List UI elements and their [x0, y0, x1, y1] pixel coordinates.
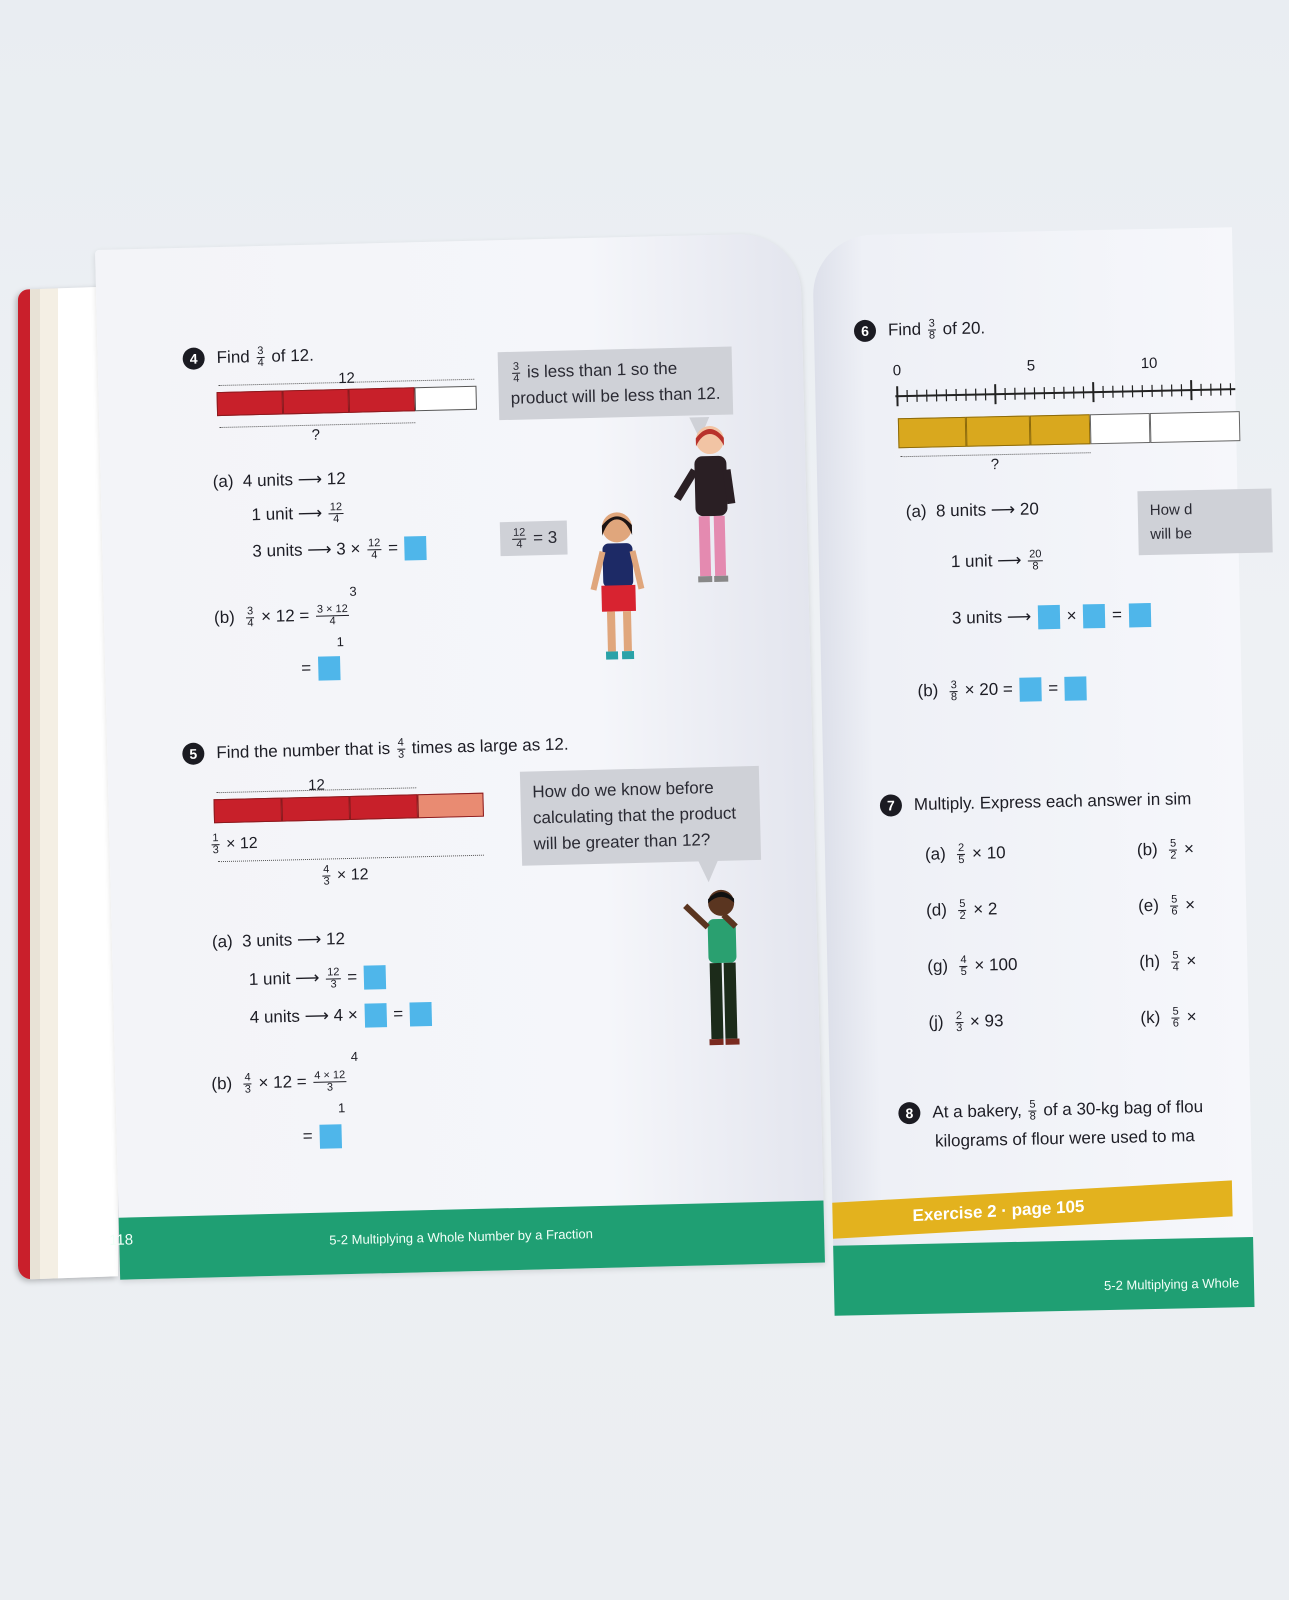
- q4-prompt: 4 Find $\frac{3}{4}$ of 12.: [182, 345, 314, 371]
- q6-partial-bubble: How d will be: [1137, 488, 1272, 555]
- q4-total-label: 12: [338, 369, 356, 388]
- exercise-link[interactable]: Exercise 2 · page 105: [832, 1180, 1232, 1238]
- q6-a-line2: 1 unit ⟶ $\frac{20}{8}$: [950, 548, 1042, 573]
- q7-item-e: (e) $\frac{5}{6}$ ×: [1137, 893, 1196, 918]
- q5-boy-bubble: How do we know before calculating that the product will be greater than 12?: [520, 766, 761, 866]
- q5-whole-label: $\frac{4}{3}$ × 12: [323, 863, 369, 888]
- q5-whole-brace: [218, 855, 484, 862]
- q6-b-numerator-box[interactable]: [1019, 677, 1041, 701]
- right-page: [812, 227, 1255, 1316]
- q4-a-line1: (a) 4 units ⟶ 12: [212, 468, 346, 492]
- q5-a-line3: 4 units ⟶ 4 × =: [250, 1002, 435, 1030]
- q6-a-line1: (a) 8 units ⟶ 20: [905, 499, 1040, 522]
- q6-a-factor-box[interactable]: [1038, 605, 1060, 629]
- q4-bar-unit-2: [282, 389, 349, 415]
- boy-illustration: [681, 884, 765, 1056]
- q6-prompt: 6 Find $\frac{3}{8}$ of 20.: [854, 317, 986, 343]
- q4-bar-unit-4: [414, 386, 477, 412]
- left-footer-title: 5-2 Multiplying a Whole Number by a Fraction: [329, 1226, 594, 1248]
- q6-bar-unit-3: [1030, 414, 1091, 445]
- q5-total-label: 12: [307, 776, 326, 794]
- q6-a-answer-box[interactable]: [1128, 603, 1150, 627]
- q5-b-line2: =: [302, 1124, 343, 1149]
- right-footer-title: 5-2 Multiplying a Whole: [1103, 1275, 1240, 1294]
- q7-item-j: (j) $\frac{2}{3}$ × 93: [928, 1010, 1004, 1035]
- page-number: 118: [108, 1231, 134, 1249]
- q6-number: 6: [854, 320, 876, 342]
- q4-a-line3: 3 units ⟶ 3 × $\frac{12}{4}$ =: [252, 536, 429, 564]
- q7-prompt: 7 Multiply. Express each answer in sim: [880, 788, 1192, 817]
- q5-number: 5: [182, 742, 205, 765]
- q4-girl-bubble-fraction: $\frac{12}{4}$: [512, 526, 526, 551]
- q4-bar-unit-1: [217, 390, 284, 416]
- q4-b-cancel-bottom: 1: [336, 634, 345, 650]
- q5-bar-unit-2: [281, 796, 350, 822]
- q5-bar-unit-3: [349, 794, 418, 820]
- q4-bar-unit-3: [348, 387, 415, 413]
- q7-item-h: (h) $\frac{5}{4}$ ×: [1139, 949, 1197, 974]
- q4-b-line2: =: [301, 656, 342, 681]
- q7-item-a: (a) $\frac{2}{5}$ × 10: [924, 841, 1006, 867]
- axis-label-5: 5: [1026, 357, 1036, 375]
- q5-bar-unit-4: [417, 793, 484, 819]
- q5-a-line1: (a) 3 units ⟶ 12: [211, 929, 346, 952]
- q4-teacher-bubble: $\frac{3}{4}$ is less than 1 so the product will be less than 12.: [498, 346, 734, 420]
- q4-girl-bubble: $\frac{12}{4}$ = 3: [500, 521, 568, 557]
- q8-line2: kilograms of flour were used to ma: [934, 1126, 1195, 1151]
- left-page: [95, 233, 825, 1280]
- q6-bar-unit-4: [1090, 413, 1151, 444]
- q5-bubble-tail: [698, 860, 719, 882]
- q4-b-cancel-top: 3: [349, 583, 357, 599]
- q5-bar-unit-1: [213, 798, 282, 824]
- q5-a-line2: 1 unit ⟶ $\frac{12}{3}$ =: [249, 965, 389, 992]
- q6-unknown-label: ?: [990, 456, 1000, 474]
- q5-b-answer-box[interactable]: [319, 1124, 342, 1149]
- q7-item-g: (g) $\frac{4}{5}$ × 100: [927, 953, 1018, 979]
- q5-a-unit-answer-box[interactable]: [364, 965, 387, 990]
- right-footer-band: [833, 1237, 1254, 1316]
- q5-third-label: $\frac{1}{3}$ × 12: [212, 832, 258, 857]
- q5-prompt: 5 Find the number that is $\frac{4}{3}$ times as large as 12.: [182, 734, 569, 766]
- q5-a-factor-box[interactable]: [364, 1003, 387, 1028]
- q7-item-b: (b) $\frac{5}{2}$ ×: [1136, 837, 1195, 862]
- q7-number: 7: [880, 794, 902, 816]
- girl-illustration: [581, 504, 655, 666]
- q6-bar-unit-1: [898, 417, 967, 448]
- axis-label-0: 0: [892, 362, 902, 380]
- q4-a-answer-box[interactable]: [404, 536, 427, 561]
- q6-bar-unit-2: [966, 415, 1031, 446]
- q7-item-k: (k) $\frac{5}{6}$ ×: [1140, 1005, 1197, 1030]
- q7-item-d: (d) $\frac{5}{2}$ × 2: [925, 897, 998, 923]
- q4-unknown-label: ?: [311, 426, 321, 444]
- q4-prompt-fraction: $\frac{3}{4}$: [257, 344, 264, 370]
- q5-a-answer-box[interactable]: [410, 1002, 433, 1027]
- q4-number: 4: [182, 347, 205, 370]
- q6-b-answer-box[interactable]: [1065, 676, 1087, 700]
- q4-b-answer-box[interactable]: [318, 656, 341, 681]
- axis-label-10: 10: [1140, 354, 1158, 373]
- q5-b-cancel-bottom: 1: [337, 1100, 346, 1116]
- q6-bar-unit-5: [1150, 411, 1241, 443]
- q6-b-line: (b) $\frac{3}{8}$ × 20 = =: [917, 676, 1089, 704]
- q8-line1: 8 At a bakery, $\frac{5}{8}$ of a 30-kg bag of flou: [898, 1096, 1203, 1125]
- q5-b-cancel-top: 4: [350, 1048, 359, 1064]
- q5-b-line1: (b) $\frac{4}{3}$ × 12 = $\frac{4 \times 12}{3}$: [211, 1069, 346, 1096]
- q6-a-line3: 3 units ⟶ × =: [952, 603, 1153, 631]
- q4-bubble-fraction: $\frac{3}{4}$: [512, 360, 520, 385]
- q6-a-step-box[interactable]: [1083, 604, 1105, 628]
- q8-number: 8: [898, 1102, 920, 1124]
- left-footer-band: [108, 1200, 825, 1279]
- q4-b-line1: (b) $\frac{3}{4}$ × 12 = $\frac{3 \times 12}{4}$: [213, 602, 348, 630]
- teacher-illustration: [669, 419, 753, 591]
- q4-a-line2: 1 unit ⟶ $\frac{12}{4}$: [251, 501, 343, 526]
- number-line: [895, 377, 1235, 408]
